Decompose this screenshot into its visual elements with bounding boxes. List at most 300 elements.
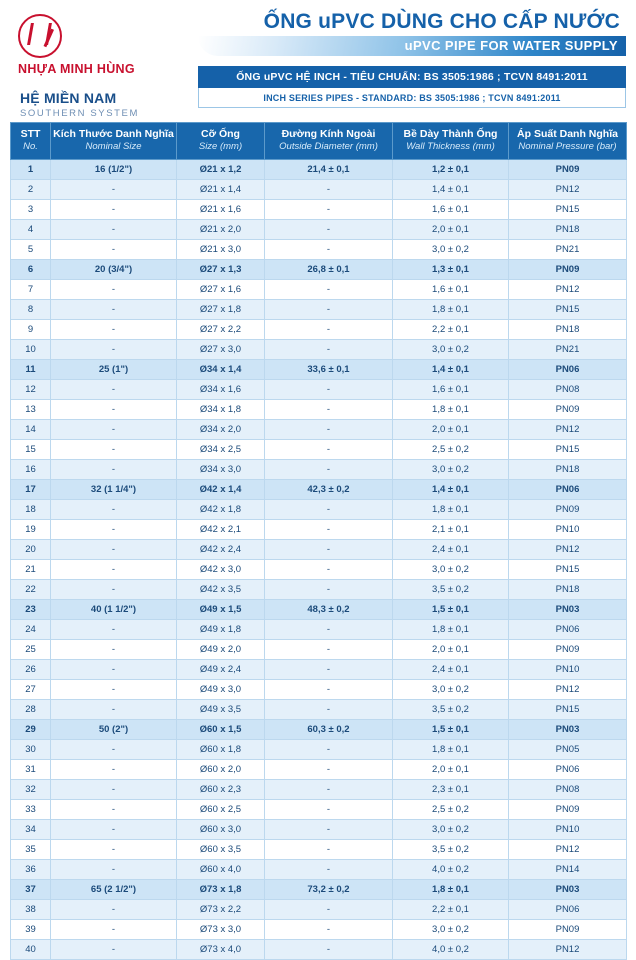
cell-nominal-size: - (51, 540, 177, 560)
cell-pipe-size: Ø60 x 3,0 (177, 820, 265, 840)
cell-nominal-pressure: PN10 (509, 520, 627, 540)
cell-nominal-size: - (51, 940, 177, 960)
cell-pipe-size: Ø27 x 1,6 (177, 280, 265, 300)
cell-stt: 28 (11, 700, 51, 720)
cell-stt: 40 (11, 940, 51, 960)
cell-wall-thickness: 2,1 ± 0,1 (393, 520, 509, 540)
cell-stt: 19 (11, 520, 51, 540)
cell-outside-diameter: - (265, 460, 393, 480)
cell-stt: 2 (11, 180, 51, 200)
cell-nominal-pressure: PN15 (509, 300, 627, 320)
cell-pipe-size: Ø21 x 1,2 (177, 160, 265, 180)
cell-stt: 30 (11, 740, 51, 760)
cell-wall-thickness: 1,8 ± 0,1 (393, 500, 509, 520)
cell-stt: 24 (11, 620, 51, 640)
cell-outside-diameter: 73,2 ± 0,2 (265, 880, 393, 900)
cell-nominal-pressure: PN06 (509, 620, 627, 640)
cell-nominal-pressure: PN06 (509, 480, 627, 500)
cell-wall-thickness: 3,0 ± 0,2 (393, 560, 509, 580)
table-row (11, 480, 627, 500)
cell-wall-thickness: 2,0 ± 0,1 (393, 220, 509, 240)
cell-nominal-size: - (51, 660, 177, 680)
cell-pipe-size: Ø42 x 2,4 (177, 540, 265, 560)
cell-pipe-size: Ø27 x 1,3 (177, 260, 265, 280)
table-row (11, 760, 627, 780)
cell-pipe-size: Ø21 x 2,0 (177, 220, 265, 240)
cell-stt: 25 (11, 640, 51, 660)
cell-pipe-size: Ø60 x 3,5 (177, 840, 265, 860)
table-row (11, 520, 627, 540)
company-name: NHỰA MINH HÙNG (18, 62, 135, 76)
cell-stt: 31 (11, 760, 51, 780)
cell-nominal-pressure: PN06 (509, 760, 627, 780)
cell-nominal-size: 40 (1 1/2") (51, 600, 177, 620)
cell-stt: 1 (11, 160, 51, 180)
cell-outside-diameter: - (265, 900, 393, 920)
cell-wall-thickness: 1,5 ± 0,1 (393, 720, 509, 740)
cell-pipe-size: Ø42 x 3,5 (177, 580, 265, 600)
header-title-block (198, 8, 626, 108)
cell-pipe-size: Ø34 x 1,4 (177, 360, 265, 380)
cell-nominal-size: - (51, 700, 177, 720)
table-row (11, 440, 627, 460)
cell-wall-thickness: 1,3 ± 0,1 (393, 260, 509, 280)
cell-pipe-size: Ø21 x 1,4 (177, 180, 265, 200)
cell-nominal-size: - (51, 200, 177, 220)
cell-outside-diameter: - (265, 240, 393, 260)
cell-outside-diameter: - (265, 520, 393, 540)
cell-outside-diameter: - (265, 220, 393, 240)
cell-stt: 33 (11, 800, 51, 820)
table-row (11, 500, 627, 520)
cell-nominal-pressure: PN12 (509, 680, 627, 700)
cell-nominal-size: - (51, 640, 177, 660)
title-banner (198, 36, 626, 58)
cell-nominal-pressure: PN12 (509, 280, 627, 300)
cell-nominal-pressure: PN05 (509, 740, 627, 760)
cell-outside-diameter: - (265, 920, 393, 940)
cell-stt: 39 (11, 920, 51, 940)
cell-pipe-size: Ø73 x 2,2 (177, 900, 265, 920)
table-row (11, 800, 627, 820)
cell-pipe-size: Ø49 x 1,5 (177, 600, 265, 620)
cell-pipe-size: Ø34 x 2,0 (177, 420, 265, 440)
table-row (11, 160, 627, 180)
col-wall-thickness: Bề Dày Thành Ống Wall Thickness (mm) (393, 123, 509, 160)
cell-nominal-pressure: PN12 (509, 940, 627, 960)
cell-wall-thickness: 1,8 ± 0,1 (393, 400, 509, 420)
cell-nominal-size: - (51, 320, 177, 340)
table-row (11, 740, 627, 760)
cell-nominal-size: - (51, 180, 177, 200)
table-row (11, 360, 627, 380)
cell-nominal-pressure: PN08 (509, 780, 627, 800)
page-title-en: uPVC PIPE FOR WATER SUPPLY (404, 38, 618, 53)
brand-logo-row (18, 14, 198, 58)
cell-pipe-size: Ø27 x 1,8 (177, 300, 265, 320)
table-row (11, 940, 627, 960)
cell-stt: 34 (11, 820, 51, 840)
cell-stt: 15 (11, 440, 51, 460)
cell-wall-thickness: 1,5 ± 0,1 (393, 600, 509, 620)
cell-nominal-pressure: PN09 (509, 400, 627, 420)
cell-stt: 7 (11, 280, 51, 300)
cell-nominal-pressure: PN08 (509, 380, 627, 400)
table-row (11, 900, 627, 920)
cell-outside-diameter: - (265, 280, 393, 300)
table-row (11, 600, 627, 620)
standard-bar-vi: ỐNG uPVC HỆ INCH - TIÊU CHUẨN: BS 3505:1986 ; TCVN 8491:2011 (198, 66, 626, 88)
col-stt: STT No. (11, 123, 51, 160)
cell-pipe-size: Ø60 x 4,0 (177, 860, 265, 880)
cell-outside-diameter: - (265, 800, 393, 820)
cell-stt: 35 (11, 840, 51, 860)
cell-nominal-size: - (51, 780, 177, 800)
cell-pipe-size: Ø27 x 3,0 (177, 340, 265, 360)
table-header (11, 123, 627, 160)
cell-nominal-pressure: PN09 (509, 160, 627, 180)
table-row (11, 780, 627, 800)
cell-wall-thickness: 3,0 ± 0,2 (393, 240, 509, 260)
cell-nominal-pressure: PN15 (509, 700, 627, 720)
cell-wall-thickness: 3,5 ± 0,2 (393, 700, 509, 720)
cell-nominal-size: - (51, 460, 177, 480)
cell-outside-diameter: - (265, 680, 393, 700)
cell-wall-thickness: 3,5 ± 0,2 (393, 840, 509, 860)
cell-pipe-size: Ø49 x 3,5 (177, 700, 265, 720)
table-row (11, 880, 627, 900)
cell-nominal-pressure: PN03 (509, 720, 627, 740)
cell-wall-thickness: 2,2 ± 0,1 (393, 320, 509, 340)
cell-stt: 4 (11, 220, 51, 240)
table-row (11, 540, 627, 560)
table-row (11, 560, 627, 580)
cell-nominal-pressure: PN09 (509, 500, 627, 520)
cell-stt: 12 (11, 380, 51, 400)
cell-nominal-size: - (51, 860, 177, 880)
cell-pipe-size: Ø21 x 3,0 (177, 240, 265, 260)
cell-stt: 22 (11, 580, 51, 600)
cell-outside-diameter: - (265, 860, 393, 880)
cell-pipe-size: Ø49 x 1,8 (177, 620, 265, 640)
cell-outside-diameter: - (265, 740, 393, 760)
cell-nominal-pressure: PN18 (509, 220, 627, 240)
cell-outside-diameter: - (265, 700, 393, 720)
table-row (11, 240, 627, 260)
cell-outside-diameter: 48,3 ± 0,2 (265, 600, 393, 620)
cell-nominal-size: - (51, 340, 177, 360)
cell-pipe-size: Ø60 x 2,5 (177, 800, 265, 820)
cell-wall-thickness: 3,0 ± 0,2 (393, 680, 509, 700)
table-row (11, 840, 627, 860)
table-row (11, 260, 627, 280)
cell-wall-thickness: 1,4 ± 0,1 (393, 360, 509, 380)
cell-wall-thickness: 2,5 ± 0,2 (393, 800, 509, 820)
table-header-row (11, 123, 627, 160)
cell-wall-thickness: 2,3 ± 0,1 (393, 780, 509, 800)
cell-pipe-size: Ø34 x 2,5 (177, 440, 265, 460)
cell-stt: 8 (11, 300, 51, 320)
cell-stt: 37 (11, 880, 51, 900)
cell-nominal-size: 20 (3/4") (51, 260, 177, 280)
page-title-vi: ỐNG uPVC DÙNG CHO CẤP NƯỚC (263, 10, 620, 33)
region-name-vi: HỆ MIỀN NAM (20, 90, 117, 106)
table-row (11, 700, 627, 720)
cell-wall-thickness: 1,4 ± 0,1 (393, 180, 509, 200)
cell-nominal-pressure: PN12 (509, 180, 627, 200)
table-row (11, 420, 627, 440)
cell-outside-diameter: - (265, 760, 393, 780)
cell-wall-thickness: 1,8 ± 0,1 (393, 880, 509, 900)
cell-pipe-size: Ø60 x 2,0 (177, 760, 265, 780)
cell-outside-diameter: - (265, 320, 393, 340)
cell-outside-diameter: - (265, 400, 393, 420)
table-row (11, 200, 627, 220)
cell-nominal-pressure: PN15 (509, 440, 627, 460)
cell-wall-thickness: 1,6 ± 0,1 (393, 200, 509, 220)
cell-wall-thickness: 1,6 ± 0,1 (393, 380, 509, 400)
cell-nominal-size: - (51, 500, 177, 520)
cell-nominal-size: - (51, 760, 177, 780)
cell-nominal-pressure: PN09 (509, 920, 627, 940)
cell-pipe-size: Ø34 x 1,6 (177, 380, 265, 400)
company-brand (10, 8, 198, 119)
cell-outside-diameter: 60,3 ± 0,2 (265, 720, 393, 740)
cell-stt: 11 (11, 360, 51, 380)
col-nominal-size: Kích Thước Danh Nghĩa Nominal Size (51, 123, 177, 160)
cell-nominal-pressure: PN18 (509, 460, 627, 480)
cell-pipe-size: Ø60 x 1,8 (177, 740, 265, 760)
cell-nominal-size: 65 (2 1/2") (51, 880, 177, 900)
cell-stt: 38 (11, 900, 51, 920)
cell-nominal-size: - (51, 400, 177, 420)
cell-nominal-pressure: PN06 (509, 900, 627, 920)
cell-nominal-pressure: PN15 (509, 560, 627, 580)
table-row (11, 860, 627, 880)
cell-outside-diameter: 21,4 ± 0,1 (265, 160, 393, 180)
cell-nominal-size: - (51, 620, 177, 640)
table-row (11, 640, 627, 660)
standard-bar-en: INCH SERIES PIPES - STANDARD: BS 3505:1986 ; TCVN 8491:2011 (198, 88, 626, 108)
cell-nominal-pressure: PN18 (509, 580, 627, 600)
cell-stt: 27 (11, 680, 51, 700)
table-row (11, 300, 627, 320)
cell-nominal-size: 16 (1/2") (51, 160, 177, 180)
cell-nominal-pressure: PN18 (509, 320, 627, 340)
cell-wall-thickness: 2,4 ± 0,1 (393, 660, 509, 680)
cell-nominal-size: - (51, 560, 177, 580)
cell-nominal-pressure: PN21 (509, 340, 627, 360)
cell-outside-diameter: 33,6 ± 0,1 (265, 360, 393, 380)
cell-outside-diameter: - (265, 840, 393, 860)
cell-stt: 13 (11, 400, 51, 420)
cell-pipe-size: Ø73 x 3,0 (177, 920, 265, 940)
cell-wall-thickness: 1,8 ± 0,1 (393, 740, 509, 760)
cell-wall-thickness: 4,0 ± 0,2 (393, 940, 509, 960)
cell-wall-thickness: 3,5 ± 0,2 (393, 580, 509, 600)
cell-stt: 18 (11, 500, 51, 520)
cell-nominal-pressure: PN09 (509, 260, 627, 280)
table-row (11, 220, 627, 240)
cell-stt: 29 (11, 720, 51, 740)
cell-outside-diameter: - (265, 560, 393, 580)
cell-pipe-size: Ø42 x 2,1 (177, 520, 265, 540)
cell-stt: 32 (11, 780, 51, 800)
cell-nominal-size: - (51, 220, 177, 240)
table-row (11, 400, 627, 420)
table-row (11, 180, 627, 200)
cell-wall-thickness: 2,0 ± 0,1 (393, 640, 509, 660)
cell-pipe-size: Ø49 x 2,0 (177, 640, 265, 660)
cell-nominal-size: 25 (1") (51, 360, 177, 380)
cell-wall-thickness: 2,5 ± 0,2 (393, 440, 509, 460)
cell-nominal-size: - (51, 240, 177, 260)
cell-stt: 16 (11, 460, 51, 480)
cell-stt: 5 (11, 240, 51, 260)
cell-wall-thickness: 2,0 ± 0,1 (393, 760, 509, 780)
cell-outside-diameter: 42,3 ± 0,2 (265, 480, 393, 500)
cell-wall-thickness: 3,0 ± 0,2 (393, 820, 509, 840)
cell-stt: 36 (11, 860, 51, 880)
table-body (11, 160, 627, 960)
cell-wall-thickness: 2,4 ± 0,1 (393, 540, 509, 560)
cell-outside-diameter: - (265, 620, 393, 640)
cell-stt: 10 (11, 340, 51, 360)
cell-outside-diameter: - (265, 380, 393, 400)
cell-nominal-pressure: PN12 (509, 540, 627, 560)
cell-pipe-size: Ø73 x 1,8 (177, 880, 265, 900)
cell-wall-thickness: 4,0 ± 0,2 (393, 860, 509, 880)
cell-nominal-size: - (51, 380, 177, 400)
table-row (11, 580, 627, 600)
cell-nominal-pressure: PN15 (509, 200, 627, 220)
cell-wall-thickness: 2,2 ± 0,1 (393, 900, 509, 920)
cell-pipe-size: Ø49 x 3,0 (177, 680, 265, 700)
cell-nominal-pressure: PN14 (509, 860, 627, 880)
cell-pipe-size: Ø42 x 3,0 (177, 560, 265, 580)
cell-outside-diameter: - (265, 640, 393, 660)
cell-nominal-size: - (51, 440, 177, 460)
cell-wall-thickness: 3,0 ± 0,2 (393, 460, 509, 480)
cell-stt: 9 (11, 320, 51, 340)
table-row (11, 380, 627, 400)
cell-wall-thickness: 1,8 ± 0,1 (393, 620, 509, 640)
cell-nominal-pressure: PN03 (509, 600, 627, 620)
cell-stt: 17 (11, 480, 51, 500)
cell-outside-diameter: - (265, 820, 393, 840)
cell-nominal-size: - (51, 900, 177, 920)
page-header (10, 8, 626, 119)
cell-nominal-pressure: PN21 (509, 240, 627, 260)
cell-nominal-pressure: PN09 (509, 800, 627, 820)
cell-stt: 14 (11, 420, 51, 440)
col-nominal-pressure: Áp Suất Danh Nghĩa Nominal Pressure (bar) (509, 123, 627, 160)
table-row (11, 340, 627, 360)
cell-outside-diameter: - (265, 500, 393, 520)
table-row (11, 660, 627, 680)
table-row (11, 620, 627, 640)
cell-wall-thickness: 3,0 ± 0,2 (393, 920, 509, 940)
cell-nominal-size: - (51, 920, 177, 940)
cell-stt: 23 (11, 600, 51, 620)
cell-wall-thickness: 2,0 ± 0,1 (393, 420, 509, 440)
cell-nominal-pressure: PN10 (509, 820, 627, 840)
cell-outside-diameter: - (265, 940, 393, 960)
col-outside-diameter: Đường Kính Ngoài Outside Diameter (mm) (265, 123, 393, 160)
cell-nominal-pressure: PN03 (509, 880, 627, 900)
cell-nominal-pressure: PN12 (509, 840, 627, 860)
cell-pipe-size: Ø34 x 3,0 (177, 460, 265, 480)
cell-pipe-size: Ø42 x 1,4 (177, 480, 265, 500)
cell-wall-thickness: 1,8 ± 0,1 (393, 300, 509, 320)
cell-outside-diameter: - (265, 580, 393, 600)
region-block (18, 90, 198, 119)
cell-nominal-size: 50 (2") (51, 720, 177, 740)
cell-outside-diameter: - (265, 420, 393, 440)
cell-stt: 6 (11, 260, 51, 280)
cell-nominal-size: 32 (1 1/4") (51, 480, 177, 500)
cell-pipe-size: Ø34 x 1,8 (177, 400, 265, 420)
table-row (11, 320, 627, 340)
cell-outside-diameter: - (265, 340, 393, 360)
region-name-en: SOUTHERN SYSTEM (20, 108, 140, 119)
cell-stt: 20 (11, 540, 51, 560)
cell-outside-diameter: 26,8 ± 0,1 (265, 260, 393, 280)
cell-pipe-size: Ø73 x 4,0 (177, 940, 265, 960)
table-row (11, 280, 627, 300)
cell-pipe-size: Ø27 x 2,2 (177, 320, 265, 340)
cell-nominal-pressure: PN09 (509, 640, 627, 660)
cell-wall-thickness: 1,4 ± 0,1 (393, 480, 509, 500)
cell-stt: 26 (11, 660, 51, 680)
cell-pipe-size: Ø60 x 1,5 (177, 720, 265, 740)
cell-nominal-size: - (51, 800, 177, 820)
cell-nominal-size: - (51, 520, 177, 540)
cell-outside-diameter: - (265, 300, 393, 320)
table-row (11, 720, 627, 740)
table-row (11, 820, 627, 840)
col-pipe-size: Cỡ Ống Size (mm) (177, 123, 265, 160)
cell-pipe-size: Ø60 x 2,3 (177, 780, 265, 800)
cell-nominal-pressure: PN12 (509, 420, 627, 440)
circle-monogram-logo-icon (18, 14, 62, 58)
cell-outside-diameter: - (265, 200, 393, 220)
cell-outside-diameter: - (265, 660, 393, 680)
cell-wall-thickness: 3,0 ± 0,2 (393, 340, 509, 360)
table-row (11, 460, 627, 480)
cell-outside-diameter: - (265, 780, 393, 800)
pipe-spec-table (10, 122, 627, 960)
cell-outside-diameter: - (265, 440, 393, 460)
cell-nominal-size: - (51, 420, 177, 440)
cell-nominal-size: - (51, 820, 177, 840)
cell-nominal-pressure: PN10 (509, 660, 627, 680)
cell-pipe-size: Ø42 x 1,8 (177, 500, 265, 520)
cell-outside-diameter: - (265, 540, 393, 560)
cell-pipe-size: Ø49 x 2,4 (177, 660, 265, 680)
cell-nominal-size: - (51, 300, 177, 320)
cell-nominal-size: - (51, 740, 177, 760)
cell-nominal-size: - (51, 280, 177, 300)
cell-wall-thickness: 1,2 ± 0,1 (393, 160, 509, 180)
cell-nominal-pressure: PN06 (509, 360, 627, 380)
table-row (11, 920, 627, 940)
cell-nominal-size: - (51, 680, 177, 700)
cell-wall-thickness: 1,6 ± 0,1 (393, 280, 509, 300)
table-row (11, 680, 627, 700)
cell-nominal-size: - (51, 840, 177, 860)
cell-stt: 21 (11, 560, 51, 580)
